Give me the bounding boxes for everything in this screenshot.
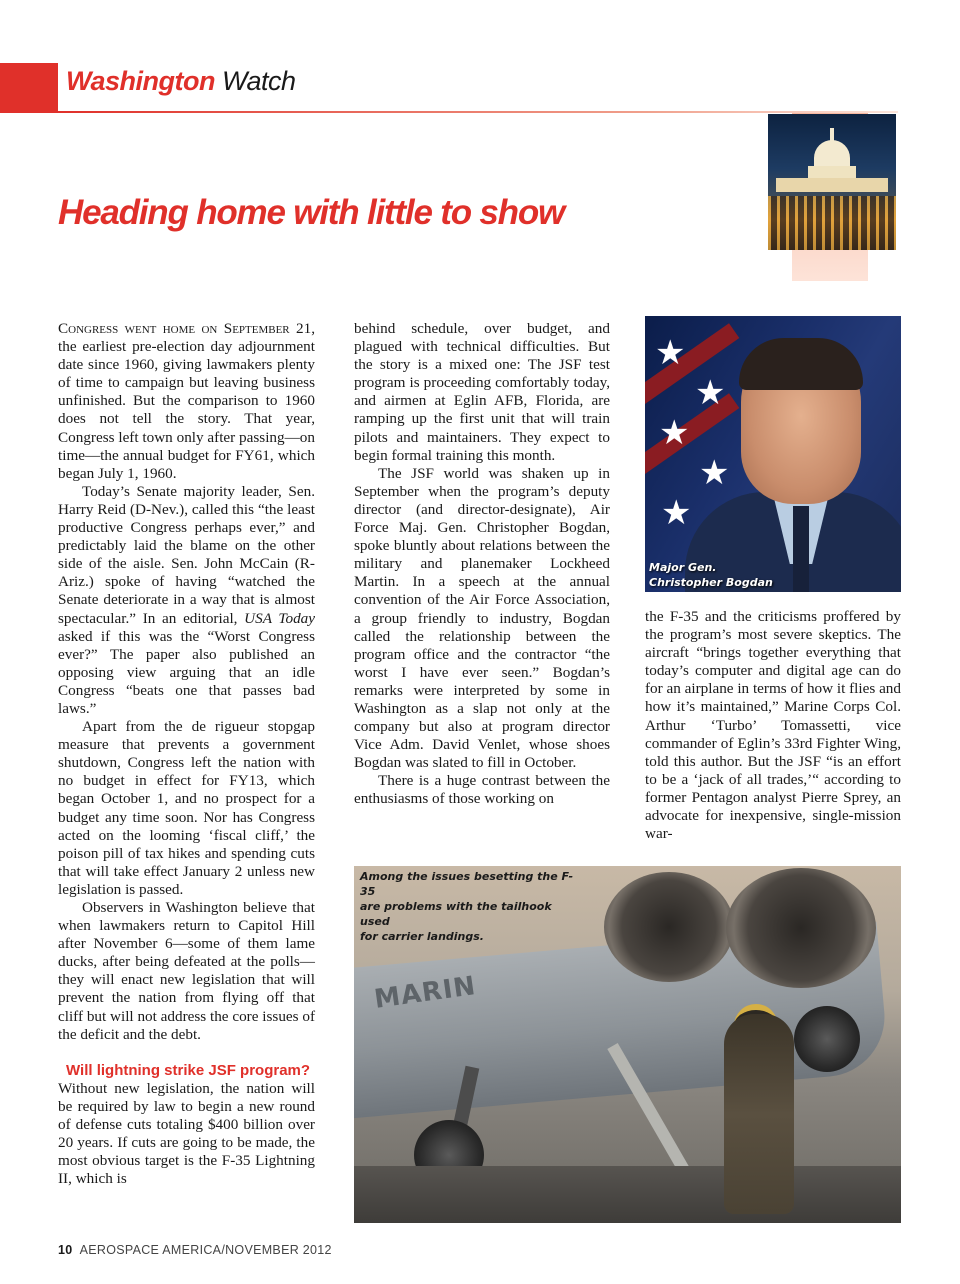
star-icon: ★ <box>699 453 730 493</box>
paragraph: behind schedule, over budget, and plagued with technical difficulties. But the story is a mixed one: The JSF test program is proceeding comfortably today, and airmen at Eglin AFB, Florida, are ramping up the first unit that will train pilots and maintainers. They expect to begin formal training this month. <box>354 320 610 464</box>
aircraft-caption <box>360 869 580 944</box>
star-icon: ★ <box>655 333 686 373</box>
paragraph-text: asked if this was the “Worst Congress ever?” The paper also published an opposing view arguing that an idle Congress “beats one that passes bad laws.” <box>58 627 315 717</box>
body-column-2 <box>354 320 610 809</box>
fuselage-marking: MARIN <box>372 971 479 1015</box>
portrait-caption <box>649 560 773 590</box>
header-rule <box>58 111 898 113</box>
paragraph: The JSF world was shaken up in September when the program’s deputy director (and director-designate), Air Force Maj. Gen. Christopher Bogdan, spoke bluntly about relations between the military and planemaker Lockheed Martin. In a speech at the annual convention of the Air Force Association, a group friendly to industry, Bogdan called the relationship between the program office and the contractor “the worst I have ever seen.” Bogdan’s remarks were interpreted by some in Washington as a slap not only at the company but also at program director Vice Adm. David Venlet, whose shoes Bogdan was slated to fill in October. <box>354 464 610 772</box>
paragraph: Without new legislation, the nation will be required by law to begin a new round of defense cuts totaling $400 billion over 20 years. If cuts are going to be made, the most obvious target is the F-35 Lightning II, which is <box>58 1079 315 1188</box>
section-title-word1: Washington <box>66 66 215 96</box>
capitol-wing <box>776 178 888 192</box>
engine-nozzle <box>604 872 734 982</box>
caption-line: are problems with the tailhook used <box>360 900 552 928</box>
caption-line: Among the issues besetting the F-35 <box>360 870 574 898</box>
hair <box>739 338 863 390</box>
paragraph <box>58 320 315 483</box>
page-footer <box>58 1243 332 1257</box>
paragraph-text: Today’s Senate majority leader, Sen. Harry Reid (D-Nev.), called this “the least productive Congress perhaps ever,” and predictably laid the blame on the other side of the aisle. Sen. John McCain (R-Ariz.) spoke of having “watched the Senate deteriorate in a way that is almost spectacular.” In an editorial, <box>58 482 315 627</box>
carrier-deck <box>354 1166 901 1223</box>
caption-line: Major Gen. <box>649 561 717 574</box>
paragraph: There is a huge contrast between the enthusiasms of those working on <box>354 772 610 808</box>
paragraph: Observers in Washington believe that when lawmakers return to Capitol Hill after November 6—some of them lame ducks, after being defeated at the polls—they will enact new legislation that will prevent the nation from flying off that cliff but will not address the core issues of the deficit and the debt. <box>58 899 316 1043</box>
city-lights <box>768 196 896 250</box>
page-number: 10 <box>58 1243 73 1257</box>
section-title-word2: Watch <box>222 66 296 96</box>
section-title <box>66 66 296 97</box>
lead-in: Congress went home on September <box>58 320 290 337</box>
paragraph <box>58 483 315 718</box>
necktie <box>793 506 809 592</box>
publication-name: USA Today <box>244 609 316 627</box>
article-headline: Heading home with little to show <box>58 193 565 232</box>
section-red-tab <box>0 63 58 113</box>
capitol-photo <box>768 114 896 250</box>
paragraph: the F-35 and the criticisms proffered by the program’s most severe skeptics. The aircraft “brings together everything that today’s computer and digital age can do for an airplane in terms of how it flies and how it’s maintained,” Marine Corps Col. Arthur ‘Turbo’ Tomassetti, vice commander of Eglin’s 33rd Fighter Wing, told this author. But the JSF “is an effort to be a ‘jack of all trades,’“ according to former Pentagon analyst Pierre Sprey, an advocate for inexpensive, single-mission war- <box>645 608 901 843</box>
engine-nozzle <box>726 868 876 988</box>
star-icon: ★ <box>659 413 690 453</box>
landing-wheel <box>794 1006 860 1072</box>
caption-line: Christopher Bogdan <box>649 576 773 589</box>
subheading: Will lightning strike JSF program? <box>66 1061 311 1079</box>
paragraph-text: 21, the earliest pre-election day adjournment date since 1960, giving lawmakers plenty of time to campaign but leaving business unfinished. But the comparison to 1960 does not tell the story. That year, Congress left town only after passing—on time—the annual budget for FY61, which began July 1, 1960. <box>58 320 315 482</box>
caption-line: for carrier landings. <box>360 930 484 943</box>
capitol-dome <box>814 140 850 168</box>
paragraph: Apart from the de rigueur stopgap measure that prevents a government shutdown, Congress left the nation with no budget in effect for FY13, which began October 1, and no prospect for a budget any time soon. Nor has Congress acted on the looming ‘fiscal cliff,’ the poison pill of tax hikes and spending cuts that will take effect January 2 unless new legislation is passed. <box>58 718 315 898</box>
body-column-1 <box>58 320 315 1188</box>
star-icon: ★ <box>695 373 726 413</box>
deck-crewman <box>724 1014 794 1214</box>
star-icon: ★ <box>661 493 692 533</box>
aircraft-photo <box>354 866 901 1223</box>
portrait-photo <box>645 316 901 592</box>
publication-line: AEROSPACE AMERICA/NOVEMBER 2012 <box>79 1243 332 1257</box>
body-column-3 <box>645 608 901 843</box>
